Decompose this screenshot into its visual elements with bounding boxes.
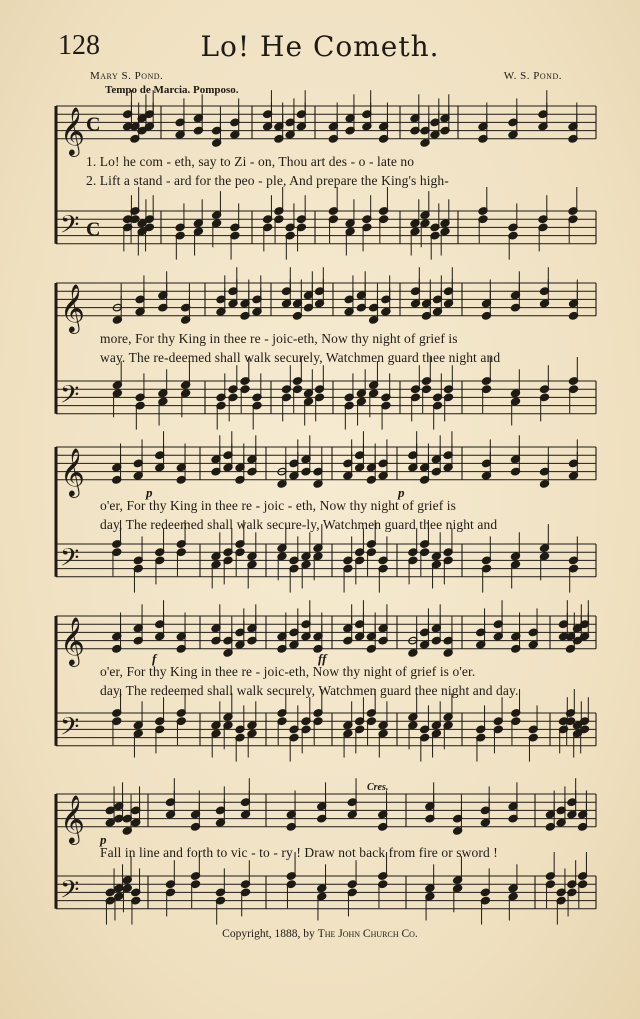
bass-clef-icon: 𝄢 <box>60 543 80 579</box>
lyric-line: 2. Lift a stand - ard for the peo - ple, And prepare the King's high- <box>86 173 449 188</box>
lyric-line: 1. Lo! he com - eth, say to Zi - on, Thou art des - o - late no <box>86 154 415 169</box>
tempo-marking: Tempo de Marcia. Pomposo. <box>105 84 239 96</box>
lyric-line: way. The re-deemed shall walk securely, Watchmen guard thee night and <box>100 350 501 365</box>
lyric-line: day, The redeemed shall walk securely, Watchmen guard thee night and day. <box>100 683 519 698</box>
lyric-line: more, For thy King in thee re - joic-eth, Now thy night of grief is <box>100 331 458 346</box>
lyric-line: o'er, For thy King in thee re - joic - eth, Now thy night of grief is <box>100 498 456 513</box>
lyric-line: Fall in line and forth to vic - to - ry ! Draw not back from fire or sword ! <box>100 845 498 860</box>
copyright-line <box>0 928 640 940</box>
lyric-line: day, The redeemed shall walk secure-ly, Watchmen guard thee night and <box>100 517 498 532</box>
copyright-text: Copyright, 1888, by <box>222 928 318 940</box>
dynamic-mark: p <box>398 485 405 500</box>
dynamic-mark: ff <box>318 651 327 666</box>
bass-clef-icon: 𝄢 <box>60 210 80 246</box>
treble-clef-icon: 𝄞 <box>60 615 85 665</box>
page-number: 128 <box>58 30 100 61</box>
treble-clef-icon: 𝄞 <box>60 793 85 843</box>
bass-clef-icon: 𝄢 <box>60 380 80 416</box>
treble-clef-icon: 𝄞 <box>60 105 85 155</box>
dynamic-mark: p <box>146 485 153 500</box>
bass-clef-icon: 𝄢 <box>60 875 80 911</box>
publisher-name: The John Church Co. <box>317 928 418 940</box>
hymn-title: Lo! He Cometh. <box>200 30 440 63</box>
words-credit: Mary S. Pond. <box>90 70 164 82</box>
common-time-icon: C <box>86 218 101 241</box>
music-credit: W. S. Pond. <box>503 70 562 82</box>
lyric-line: o'er, For thy King in thee re - joic-eth, Now thy night of grief is o'er. <box>100 664 476 679</box>
treble-clef-icon: 𝄞 <box>60 282 85 332</box>
common-time-icon: C <box>86 113 101 136</box>
crescendo-mark: Cres. <box>367 782 389 793</box>
bass-clef-icon: 𝄢 <box>60 712 80 748</box>
treble-clef-icon: 𝄞 <box>60 446 85 496</box>
dynamic-mark: p <box>100 832 107 847</box>
dynamic-mark: f <box>152 651 157 666</box>
